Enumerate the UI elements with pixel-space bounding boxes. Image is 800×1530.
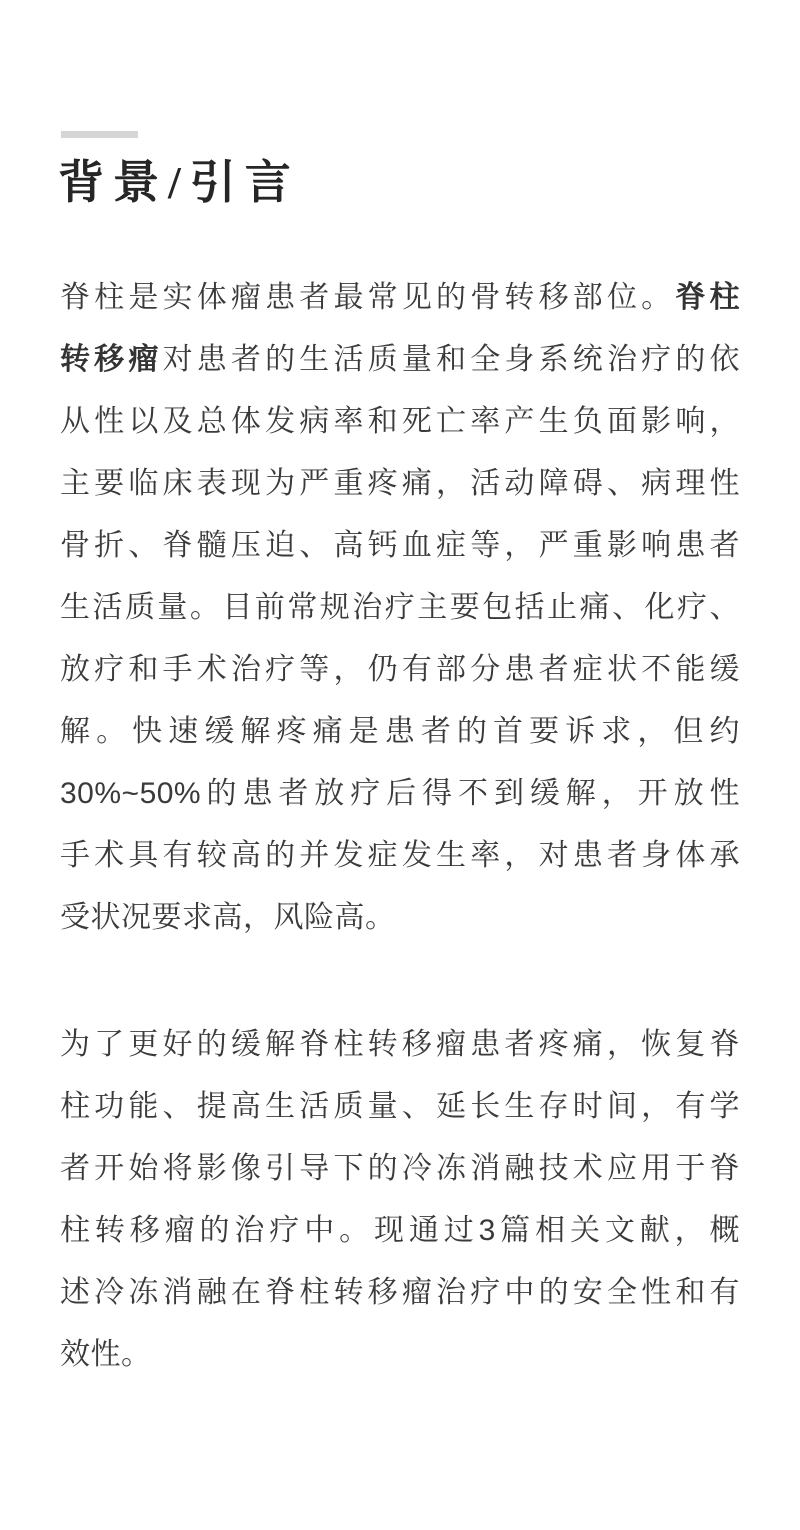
text-segment: 手术具有较高的并发症发生率，对患者身体承 (60, 839, 740, 872)
decor-bar (61, 131, 138, 138)
paragraph-purpose (60, 1014, 740, 1386)
text-line (60, 1324, 740, 1386)
text-line (60, 825, 740, 887)
text-segment: 为了更好的缓解脊柱转移瘤患者疼痛，恢复脊 (60, 1028, 740, 1061)
text-line (60, 1076, 740, 1138)
text-line (60, 391, 740, 453)
text-segment: 生活质量。目前常规治疗主要包括止痛、化疗、 (60, 591, 740, 624)
text-segment: 解。快速缓解疼痛是患者的首要诉求，但约 (60, 715, 740, 748)
text-segment: 脊柱是实体瘤患者最常见的骨转移部位。 (60, 281, 676, 314)
text-line (60, 515, 740, 577)
text-segment: 主要临床表现为严重疼痛，活动障碍、病理性 (60, 467, 740, 500)
text-line (60, 763, 740, 825)
text-line (60, 329, 740, 391)
text-line (60, 453, 740, 515)
text-segment: 放疗和手术治疗等，仍有部分患者症状不能缓 (60, 653, 740, 686)
text-segment: 柱功能、提高生活质量、延长生存时间，有学 (60, 1090, 740, 1123)
text-segment: 30%~50%的患者放疗后得不到缓解，开放性 (60, 777, 740, 810)
bold-text-segment: 转移瘤 (60, 343, 163, 376)
text-segment: 对患者的生活质量和全身系统治疗的依 (162, 343, 740, 376)
text-line (60, 1200, 740, 1262)
text-line (60, 887, 740, 949)
paragraph-background (60, 267, 740, 949)
text-segment: 从性以及总体发病率和死亡率产生负面影响， (60, 405, 740, 438)
text-line (60, 267, 740, 329)
section-heading: 背景/引言 (58, 157, 300, 208)
text-line (60, 1138, 740, 1200)
text-line (60, 1262, 740, 1324)
text-line (60, 701, 740, 763)
text-segment: 骨折、脊髓压迫、高钙血症等，严重影响患者 (60, 529, 740, 562)
text-line (60, 639, 740, 701)
text-line (60, 577, 740, 639)
text-line (60, 1014, 740, 1076)
text-segment: 者开始将影像引导下的冷冻消融技术应用于脊 (60, 1152, 740, 1185)
text-segment: 述冷冻消融在脊柱转移瘤治疗中的安全性和有 (60, 1276, 740, 1309)
text-segment: 柱转移瘤的治疗中。现通过3篇相关文献，概 (60, 1214, 740, 1247)
text-segment: 受状况要求高，风险高。 (60, 901, 396, 934)
bold-text-segment: 脊柱 (675, 281, 740, 314)
text-segment: 效性。 (60, 1338, 152, 1371)
